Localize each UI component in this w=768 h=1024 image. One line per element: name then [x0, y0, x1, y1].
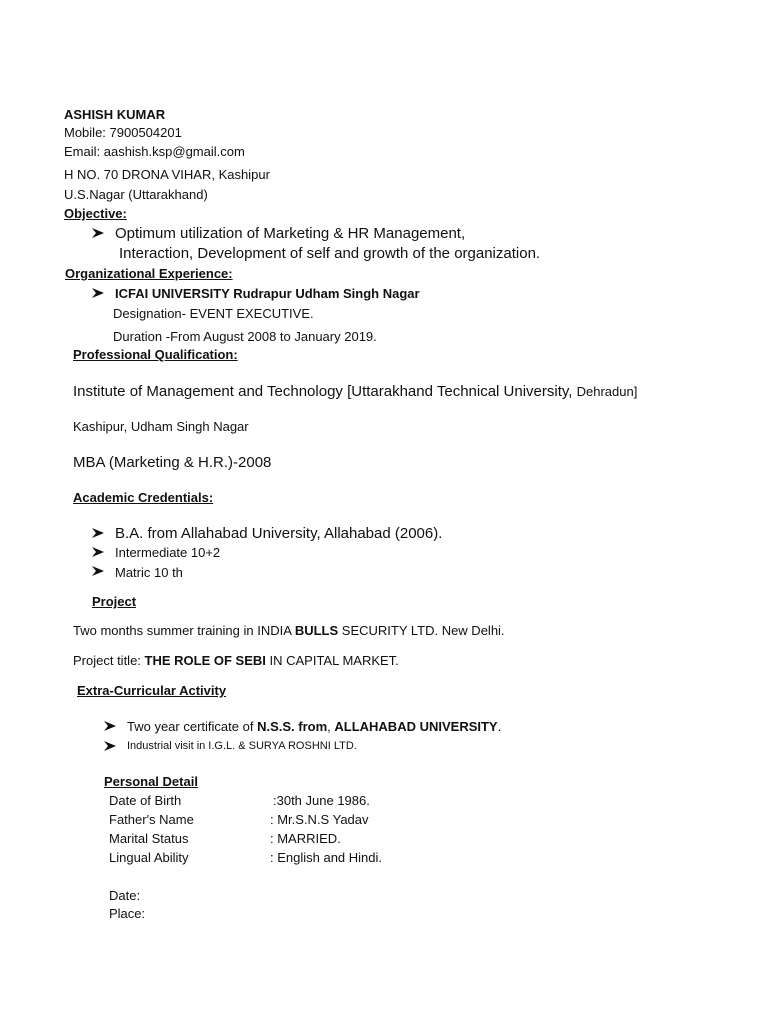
arrow-bullet-icon: [104, 741, 116, 751]
personal-heading: Personal Detail: [104, 774, 198, 789]
degree: MBA (Marketing & H.R.)-2008: [73, 454, 272, 471]
academic-item: Matric 10 th: [115, 565, 183, 580]
personal-value-dob: :30th June 1986.: [273, 793, 370, 808]
extra-item-1-text: Two year certificate of: [127, 719, 258, 734]
academic-item: Intermediate 10+2: [115, 545, 221, 560]
objective-line-1: Optimum utilization of Marketing & HR Management,: [115, 225, 466, 242]
objective-heading: Objective:: [64, 206, 127, 221]
experience-heading: Organizational Experience:: [65, 266, 233, 281]
personal-label-marital: Marital Status: [109, 831, 189, 846]
arrow-bullet-icon: [92, 528, 104, 538]
professional-heading: Professional Qualification:: [73, 347, 238, 362]
academic-heading: Academic Credentials:: [73, 490, 214, 505]
arrow-bullet-icon: [92, 288, 104, 298]
extra-heading: Extra-Curricular Activity: [77, 683, 227, 698]
personal-label-language: Lingual Ability: [109, 850, 189, 865]
arrow-bullet-icon: [92, 547, 104, 557]
personal-value-marital: : MARRIED.: [270, 831, 341, 846]
mobile-number: Mobile: 7900504201: [64, 125, 182, 140]
arrow-bullet-icon: [104, 721, 116, 731]
address-line-1: H NO. 70 DRONA VIHAR, Kashipur: [64, 167, 270, 182]
arrow-bullet-icon: [92, 566, 104, 576]
experience-designation: Designation- EVENT EXECUTIVE.: [113, 306, 314, 321]
institute-main: Institute of Management and Technology [Uttarakhand Technical University,: [73, 383, 577, 400]
extra-item-1-bold: N.S.S. from: [257, 719, 328, 734]
institute-city: Dehradun]: [576, 384, 638, 399]
project-title-label: Project title:: [73, 653, 145, 668]
training-text: Two months summer training in INDIA: [73, 623, 295, 638]
project-title-bold: THE ROLE OF SEBI: [144, 653, 266, 668]
institute-name: [73, 384, 637, 399]
extra-item-2: Industrial visit in I.G.L. & SURYA ROSHNI LTD.: [127, 740, 357, 752]
extra-item-1-end: .: [497, 719, 502, 734]
project-title-end: IN CAPITAL MARKET.: [265, 653, 399, 668]
experience-duration: Duration -From August 2008 to January 2019.: [113, 329, 377, 344]
project-training: [73, 624, 505, 637]
extra-item-1-sep: ,: [327, 719, 335, 734]
academic-item: B.A. from Allahabad University, Allahabad (2006).: [115, 525, 443, 542]
project-title: [73, 654, 399, 667]
training-text-end: SECURITY LTD. New Delhi.: [338, 623, 505, 638]
date-label: Date:: [109, 888, 141, 903]
personal-label-dob: Date of Birth: [109, 793, 182, 808]
extra-item-1-university: ALLAHABAD UNIVERSITY: [334, 719, 498, 734]
personal-value-father: : Mr.S.N.S Yadav: [270, 812, 369, 827]
address-line-2: U.S.Nagar (Uttarakhand): [64, 187, 208, 202]
experience-organization: ICFAI UNIVERSITY Rudrapur Udham Singh Nagar: [115, 286, 420, 301]
arrow-bullet-icon: [92, 228, 104, 238]
place-label: Place:: [109, 906, 146, 921]
candidate-name: ASHISH KUMAR: [64, 107, 166, 122]
personal-label-father: Father's Name: [109, 812, 194, 827]
personal-value-language: : English and Hindi.: [270, 850, 383, 865]
extra-item-1: [127, 720, 501, 733]
training-bold: BULLS: [294, 623, 339, 638]
objective-line-2: Interaction, Development of self and growth of the organization.: [119, 245, 541, 262]
institute-location: Kashipur, Udham Singh Nagar: [73, 419, 249, 434]
email-address: Email: aashish.ksp@gmail.com: [64, 144, 245, 159]
project-heading: Project: [92, 594, 137, 609]
